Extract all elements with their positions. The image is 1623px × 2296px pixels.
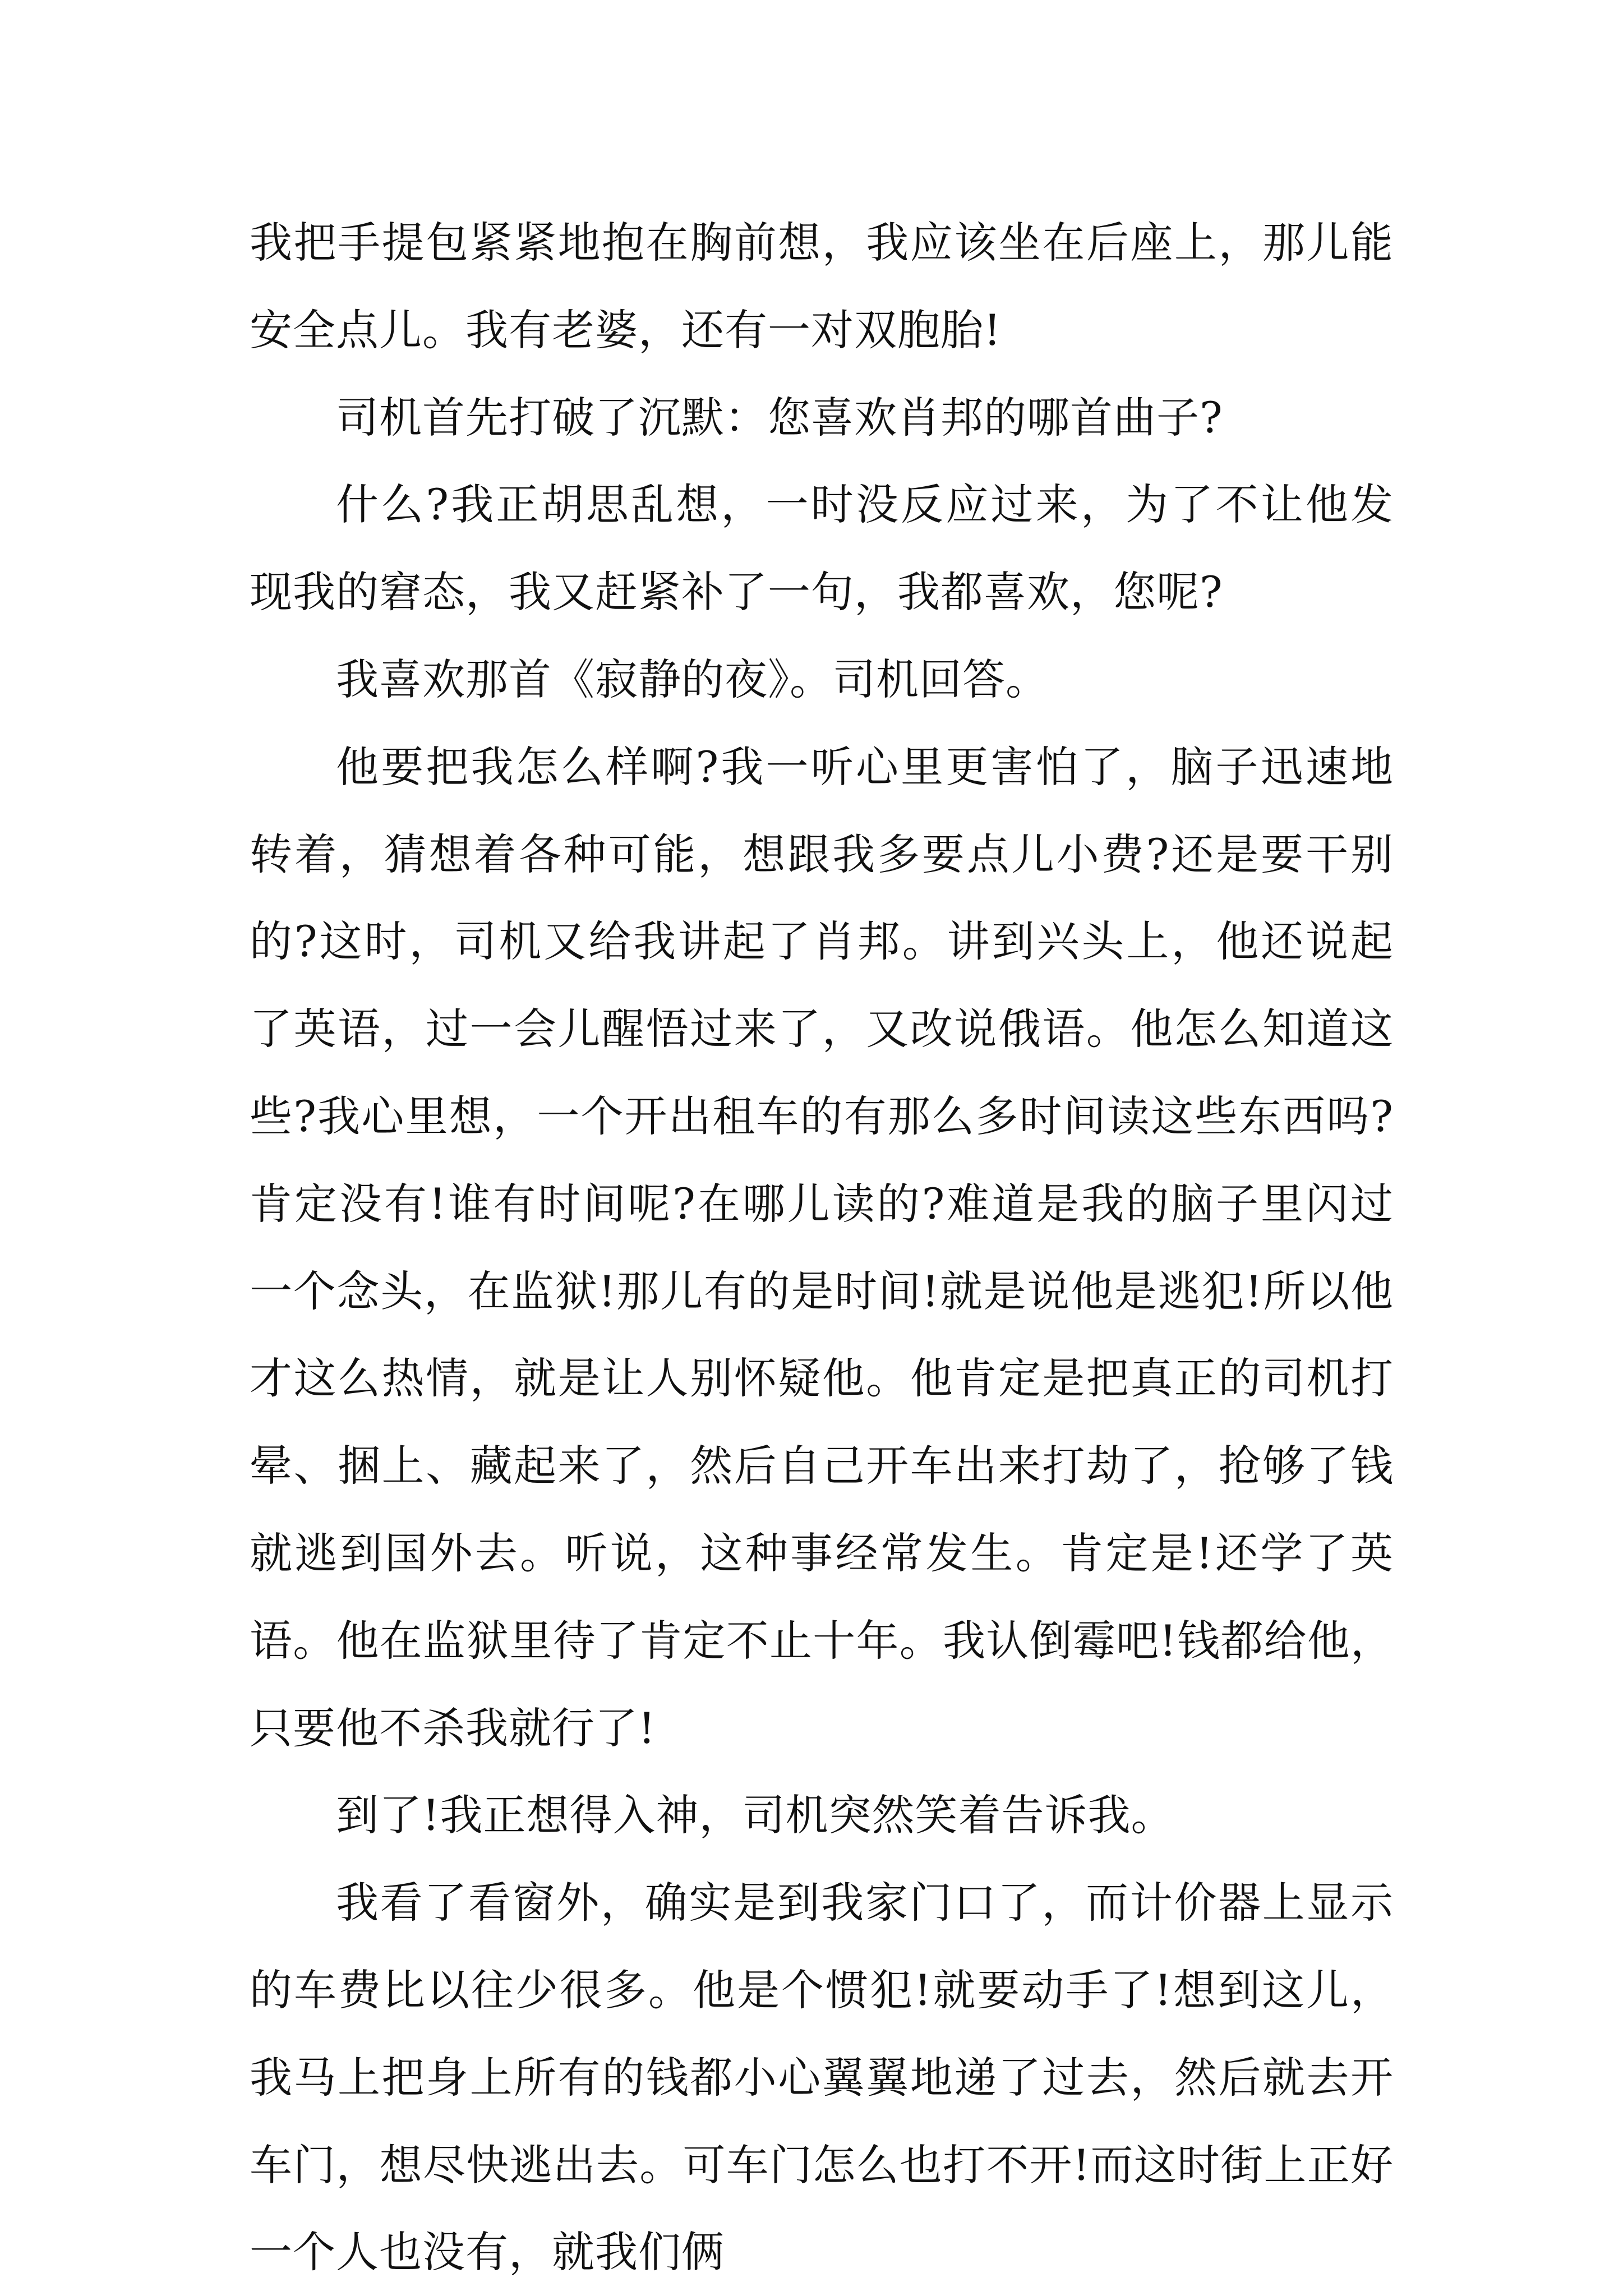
paragraph-1: 我把手提包紧紧地抱在胸前想，我应该坐在后座上，那儿能安全点儿。我有老婆，还有一对双胞胎! [250,218,1394,355]
paragraph-2: 司机首先打破了沉默：您喜欢肖邦的哪首曲子? [336,392,1223,442]
paragraph-7: 我看了看窗外，确实是到我家门口了，而计价器上显示的车费比以往少很多。他是个惯犯!就要动手了!想到这儿，我马上把身上所有的钱都小心翼翼地递了过去，然后就去开车门，想尽快逃出去。可车门怎么也打不开!而这时街上正好一个人也没有，就我们俩 [250,1878,1394,2277]
body-text [250,199,1394,2296]
paragraph-4: 我喜欢那首《寂静的夜》。司机回答。 [336,654,1049,704]
paragraph-3: 什么?我正胡思乱想，一时没反应过来，为了不让他发现我的窘态，我又赶紧补了一句，我都喜欢，您呢? [250,480,1394,617]
paragraph-6: 到了!我正想得入神，司机突然笑着告诉我。 [336,1790,1174,1841]
paragraph-5: 他要把我怎么样啊?我一听心里更害怕了，脑子迅速地转着，猜想着各种可能，想跟我多要点儿小费?还是要干别的?这时，司机又给我讲起了肖邦。讲到兴头上，他还说起了英语，过一会儿醒悟过来了，又改说俄语。他怎么知道这些?我心里想，一个开出租车的有那么多时间读这些东西吗?肯定没有!谁有时间呢?在哪儿读的?难道是我的脑子里闪过一个念头，在监狱!那儿有的是时间!就是说他是逃犯!所以他才这么热情，就是让人别怀疑他。他肯定是把真正的司机打晕、捆上、藏起来了，然后自己开车出来打劫了，抢够了钱就逃到国外去。听说，这种事经常发生。肯定是!还学了英语。他在监狱里待了肯定不止十年。我认倒霉吧!钱都给他，只要他不杀我就行了! [250,741,1394,1753]
